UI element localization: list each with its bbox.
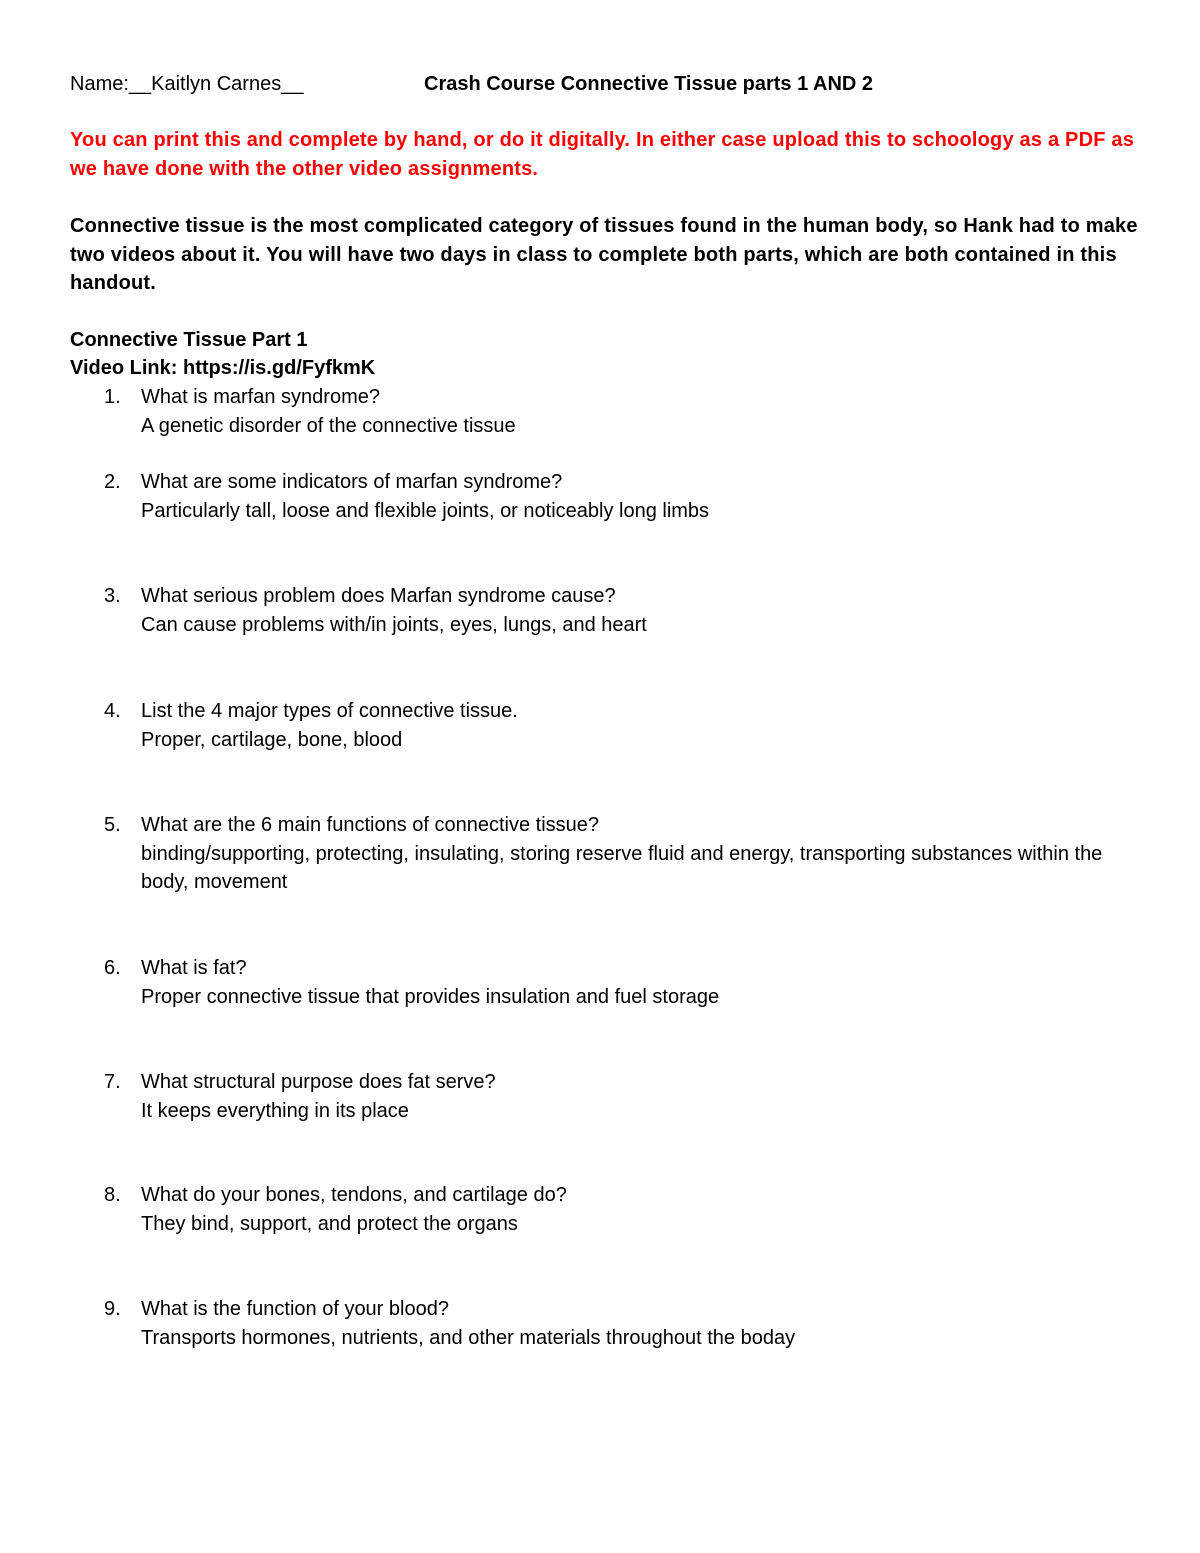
question-item-1 [70, 383, 1140, 440]
question-number: 6. [104, 957, 121, 979]
question-item-7 [70, 1068, 1140, 1125]
question-text: What serious problem does Marfan syndrome cause? [141, 585, 616, 607]
student-name-field: Name:__Kaitlyn Carnes__ [70, 73, 304, 95]
answer-text: binding/supporting, protecting, insulating, storing reserve fluid and energy, transporting substances within the body, movement [141, 842, 1103, 893]
question-number: 1. [104, 386, 121, 408]
question-text: What is the function of your blood? [141, 1298, 449, 1320]
section-heading: Connective Tissue Part 1 [70, 329, 308, 351]
question-text: What structural purpose does fat serve? [141, 1071, 496, 1093]
intro-paragraph: Connective tissue is the most complicated category of tissues found in the human body, so Hank had to make two videos about it. You will have two days in class to complete both parts, which are both contained in this handout. [70, 215, 1138, 294]
question-text: What is marfan syndrome? [141, 386, 380, 408]
question-text: What do your bones, tendons, and cartilage do? [141, 1184, 567, 1206]
question-number: 9. [104, 1298, 121, 1320]
video-link: Video Link: https://is.gd/FyfkmK [70, 357, 376, 379]
question-item-9 [70, 1295, 1140, 1352]
question-item-2 [70, 468, 1140, 525]
question-number: 8. [104, 1184, 121, 1206]
question-item-4 [70, 697, 1140, 754]
question-item-3 [70, 582, 1140, 639]
answer-text: A genetic disorder of the connective tissue [141, 414, 516, 437]
answer-text: Particularly tall, loose and flexible joints, or noticeably long limbs [141, 499, 710, 522]
question-item-6 [70, 954, 1140, 1011]
document-title: Crash Course Connective Tissue parts 1 AND 2 [424, 73, 874, 95]
question-number: 7. [104, 1071, 121, 1093]
question-text: What is fat? [141, 957, 247, 979]
question-number: 5. [104, 814, 121, 836]
question-text: What are some indicators of marfan syndrome? [141, 471, 563, 493]
answer-text: Can cause problems with/in joints, eyes, lungs, and heart [141, 613, 647, 636]
answer-text: Transports hormones, nutrients, and other materials throughout the boday [141, 1326, 796, 1349]
question-text: What are the 6 main functions of connective tissue? [141, 814, 600, 836]
question-text: List the 4 major types of connective tissue. [141, 700, 518, 722]
answer-text: Proper connective tissue that provides insulation and fuel storage [141, 985, 720, 1008]
answer-text: They bind, support, and protect the organs [141, 1212, 518, 1235]
answer-text: Proper, cartilage, bone, blood [141, 728, 403, 751]
question-number: 2. [104, 471, 121, 493]
question-number: 3. [104, 585, 121, 607]
instructions-notice: You can print this and complete by hand, or do it digitally. In either case upload this to schoology as a PDF as we have done with the other video assignments. [70, 129, 1135, 180]
question-item-8 [70, 1181, 1140, 1238]
answer-text: It keeps everything in its place [141, 1099, 409, 1122]
question-number: 4. [104, 700, 121, 722]
question-item-5 [70, 811, 1140, 897]
